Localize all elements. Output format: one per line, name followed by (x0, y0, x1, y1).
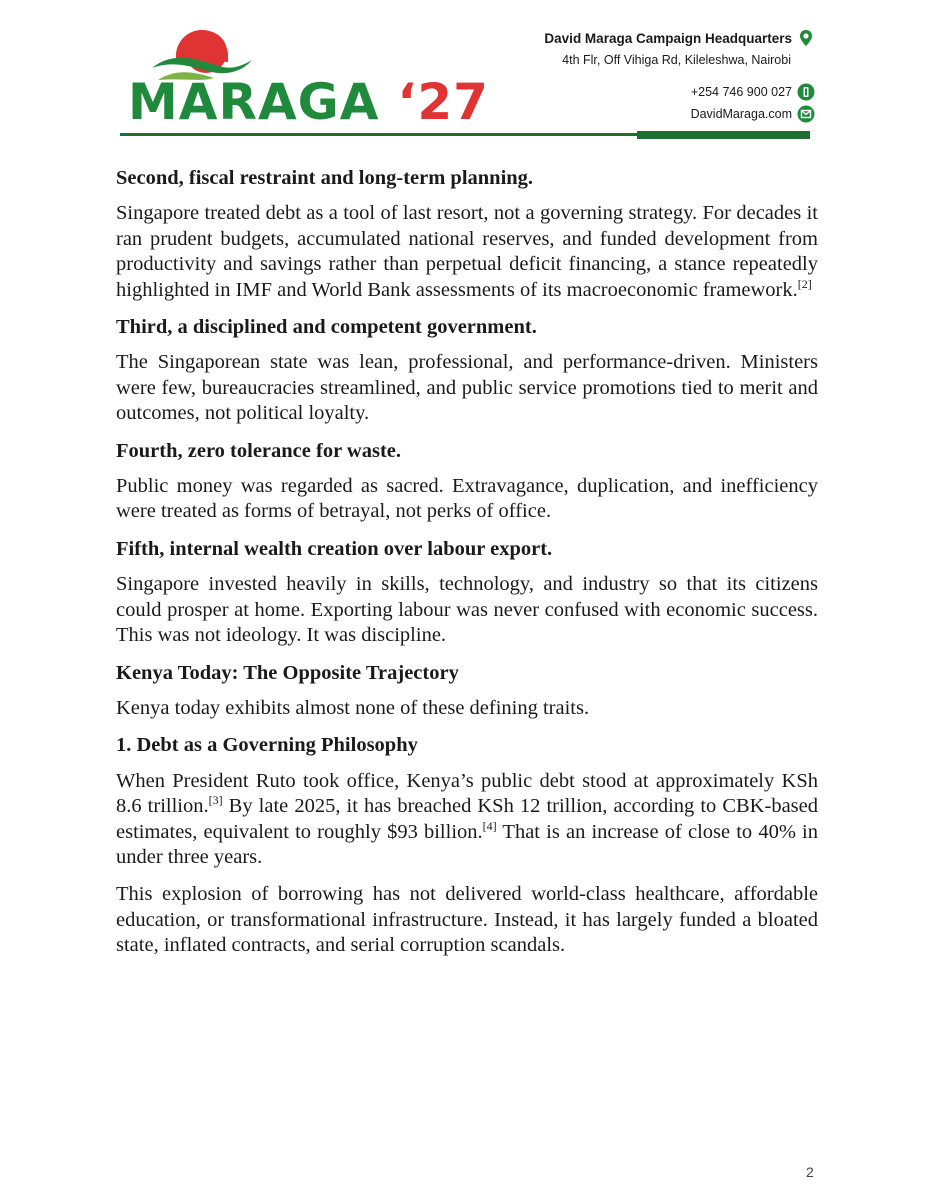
logo-name: MARAGA (128, 73, 380, 131)
website-link[interactable]: DavidMaraga.com (690, 107, 792, 121)
paragraph: Public money was regarded as sacred. Extravagance, duplication, and inefficiency were treated as forms of betrayal, not perks of office. (116, 475, 818, 523)
phone-number[interactable]: +254 746 900 027 (690, 85, 792, 99)
page-number: 2 (806, 1164, 814, 1180)
section-heading: Third, a disciplined and competent government. (116, 316, 537, 339)
address: 4th Flr, Off Vihiga Rd, Kileleshwa, Nairobi (562, 53, 791, 67)
footnote-ref[interactable]: [4] (482, 818, 497, 833)
section-heading: Second, fiscal restraint and long-term planning. (116, 167, 534, 189)
logo-year: ‘27 (397, 73, 489, 131)
contact-block (544, 27, 815, 125)
paragraph: Singapore invested heavily in skills, technology, and industry so that its citizens could prosper at home. Exporting labour was never confused with economic success. This was not ideology. It was discipline. (116, 573, 818, 647)
section-heading: Fourth, zero tolerance for waste. (116, 439, 402, 462)
letterhead (0, 0, 927, 150)
paragraph: Kenya today exhibits almost none of these defining traits. (116, 696, 590, 719)
mail-icon (797, 105, 815, 123)
paragraph: The Singaporean state was lean, professional, and performance-driven. Ministers were few, bureaucracies streamlined, and public service promotions tied to merit and outcomes, not political loyalty. (116, 351, 818, 425)
logo-wordmark (128, 74, 489, 130)
section-heading: Fifth, internal wealth creation over labour export. (116, 537, 553, 560)
phone-icon (797, 83, 815, 101)
document-body (116, 166, 818, 971)
footnote-ref[interactable]: [2] (797, 276, 812, 291)
paragraph: Singapore treated debt as a tool of last resort, not a governing strategy. For decades it ran prudent budgets, accumulated national reserves, and funded development from productivity and savings rather than perpetual deficit financing, a stance repeatedly highlighted in IMF and World Bank assessments of its macroeconomic framework.[2] (116, 202, 818, 301)
organization-name: David Maraga Campaign Headquarters (544, 30, 792, 46)
section-heading: Kenya Today: The Opposite Trajectory (116, 661, 459, 684)
campaign-logo (128, 28, 489, 131)
footnote-ref[interactable]: [3] (208, 793, 223, 808)
paragraph: This explosion of borrowing has not delivered world-class healthcare, affordable education, or transformational infrastructure. Instead, it has largely funded a bloated state, inflated contracts, and serial corruption scandals. (116, 883, 818, 957)
header-divider-thin (120, 133, 638, 136)
paragraph: When President Ruto took office, Kenya’s public debt stood at approximately KSh 8.6 trillion.[3] By late 2025, it has breached KSh 12 trillion, according to CBK-based estimates, equivalent to roughly $93 billion.[4] That is an increase of close to 40% in under three years. (116, 769, 819, 868)
section-heading: 1. Debt as a Governing Philosophy (116, 734, 418, 757)
header-divider-thick (637, 131, 810, 139)
location-pin-icon (797, 29, 815, 47)
